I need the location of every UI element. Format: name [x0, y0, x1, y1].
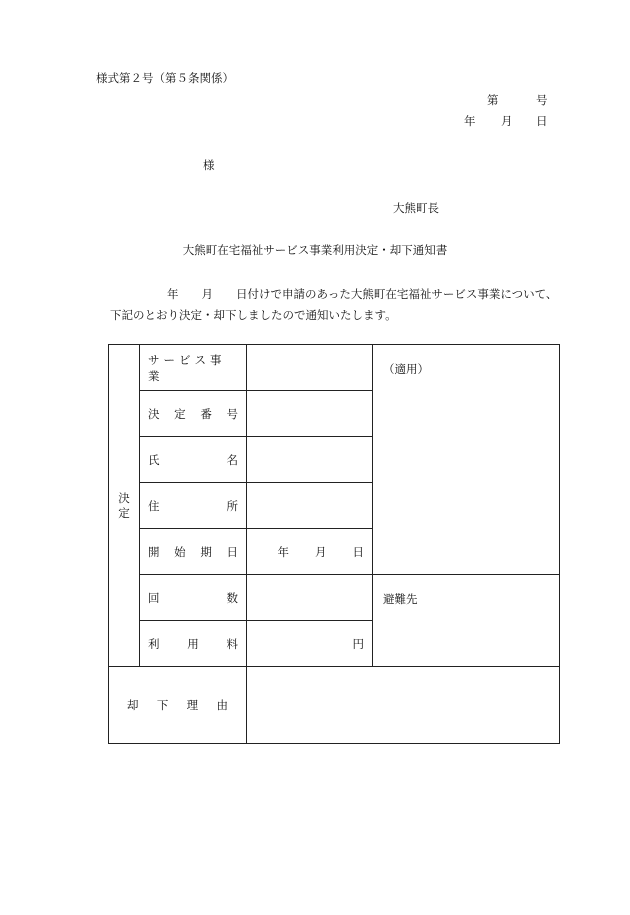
doc-number-suffix: 号 [536, 93, 548, 107]
reject-reason-value-cell[interactable] [247, 667, 560, 744]
service-label: サービス事業 [148, 352, 226, 383]
name-label: 氏 名 [148, 452, 238, 467]
start-label-cell [140, 529, 247, 575]
form-number: 様式第２号（第５条関係） [96, 71, 234, 85]
evacuation-label: 避難先 [383, 592, 418, 606]
start-date-label: 開 始 期 日 [148, 544, 238, 559]
address-label-cell [140, 483, 247, 529]
document-title: 大熊町在宅福祉サービス事業利用決定・却下通知書 [182, 243, 448, 257]
service-value-cell[interactable] [247, 345, 373, 391]
addressee-suffix: 様 [203, 158, 215, 172]
group-label-top: 決 [118, 490, 130, 505]
group-label-bottom: 定 [118, 505, 130, 520]
evacuation-cell[interactable] [373, 575, 560, 667]
address-label: 住 所 [148, 498, 238, 513]
fee-unit: 円 [352, 636, 364, 651]
count-label-cell [140, 575, 247, 621]
remarks-label: （適用） [383, 362, 429, 376]
body-line-1: 年 月 日付けで申請のあった大熊町在宅福祉サービス事業について、 [167, 287, 558, 301]
reject-label-cell [109, 667, 247, 744]
date-month: 月 [501, 114, 513, 128]
address-value-cell[interactable] [247, 483, 373, 529]
count-label: 回 数 [148, 590, 238, 605]
name-label-cell [140, 437, 247, 483]
start-date-value-cell[interactable] [247, 529, 373, 575]
body-line-2: 下記のとおり決定・却下しましたので通知いたします。 [110, 308, 397, 322]
remarks-cell[interactable] [373, 345, 560, 575]
service-label-cell [140, 345, 247, 391]
decision-no-value-cell[interactable] [247, 391, 373, 437]
doc-number-prefix: 第 [487, 93, 499, 107]
date-year: 年 [464, 114, 476, 128]
fee-label-cell [140, 621, 247, 667]
reject-reason-label: 却 下 理 由 [127, 698, 228, 712]
fee-value-cell[interactable] [247, 621, 373, 667]
decision-no-label: 決 定 番 号 [148, 406, 238, 421]
count-value-cell[interactable] [247, 575, 373, 621]
issuer: 大熊町長 [393, 201, 439, 215]
date-day: 日 [536, 114, 548, 128]
decision-table [108, 344, 560, 744]
fee-label: 利 用 料 [148, 636, 238, 651]
name-value-cell[interactable] [247, 437, 373, 483]
start-date-value: 年 月 日 [277, 544, 364, 559]
decision-no-label-cell [140, 391, 247, 437]
decision-group-label [109, 345, 140, 667]
